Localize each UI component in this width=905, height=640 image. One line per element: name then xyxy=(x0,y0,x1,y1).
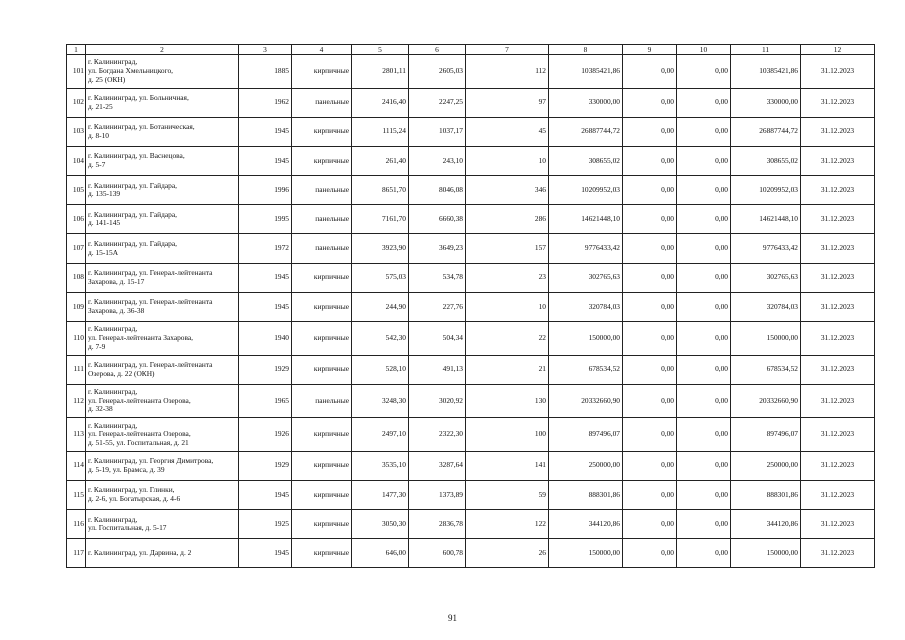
column-header: 4 xyxy=(292,45,352,55)
zero-cell: 0,00 xyxy=(623,263,677,292)
total-cell: 330000,00 xyxy=(731,88,801,117)
address-line: Захарова, д. 15-17 xyxy=(88,276,145,286)
date-cell: 31.12.2023 xyxy=(801,322,875,356)
material-cell: кирпичные xyxy=(292,117,352,146)
zero-cell: 0,00 xyxy=(677,146,731,175)
total-cell: 250000,00 xyxy=(731,451,801,480)
column-header: 5 xyxy=(352,45,409,55)
date-cell: 31.12.2023 xyxy=(801,539,875,568)
zero-cell: 0,00 xyxy=(623,55,677,89)
address-cell xyxy=(86,117,239,146)
address-cell xyxy=(86,205,239,234)
address-line: г. Калининград, ул. Генерал-лейтенанта xyxy=(88,268,213,278)
zero-cell: 0,00 xyxy=(677,451,731,480)
row-number: 113 xyxy=(67,418,86,452)
address-line: г. Калининград, ул. Генерал-лейтенанта xyxy=(88,297,213,307)
cost-cell: 888301,86 xyxy=(549,480,623,509)
area-total-cell: 575,03 xyxy=(352,263,409,292)
year-cell: 1965 xyxy=(239,384,292,418)
cost-cell: 10385421,86 xyxy=(549,55,623,89)
column-header: 3 xyxy=(239,45,292,55)
area-total-cell: 8651,70 xyxy=(352,176,409,205)
count-cell: 157 xyxy=(466,234,549,263)
table-row xyxy=(67,117,875,146)
address-cell xyxy=(86,55,239,89)
cost-cell: 14621448,10 xyxy=(549,205,623,234)
area-living-cell: 491,13 xyxy=(409,355,466,384)
cost-cell: 9776433,42 xyxy=(549,234,623,263)
area-living-cell: 8046,08 xyxy=(409,176,466,205)
address-line: г. Калининград, xyxy=(88,420,138,430)
column-header: 1 xyxy=(67,45,86,55)
address-line: д. 7-9 xyxy=(88,341,106,351)
material-cell: панельные xyxy=(292,234,352,263)
row-number: 110 xyxy=(67,322,86,356)
address-line: г. Калининград, xyxy=(88,387,138,397)
zero-cell: 0,00 xyxy=(623,205,677,234)
total-cell: 26887744,72 xyxy=(731,117,801,146)
zero-cell: 0,00 xyxy=(677,176,731,205)
address-line: г. Калининград, ул. Васнецова, xyxy=(88,151,185,161)
material-cell: панельные xyxy=(292,205,352,234)
table-row xyxy=(67,55,875,89)
area-total-cell: 261,40 xyxy=(352,146,409,175)
address-cell xyxy=(86,146,239,175)
cost-cell: 10209952,03 xyxy=(549,176,623,205)
zero-cell: 0,00 xyxy=(623,510,677,539)
address-cell xyxy=(86,418,239,452)
material-cell: кирпичные xyxy=(292,292,352,321)
table-row xyxy=(67,384,875,418)
year-cell: 1945 xyxy=(239,292,292,321)
cost-cell: 20332660,90 xyxy=(549,384,623,418)
zero-cell: 0,00 xyxy=(623,480,677,509)
table-row xyxy=(67,292,875,321)
total-cell: 10385421,86 xyxy=(731,55,801,89)
row-number: 111 xyxy=(67,355,86,384)
address-cell xyxy=(86,263,239,292)
material-cell: кирпичные xyxy=(292,451,352,480)
address-line: г. Калининград, ул. Гайдара, xyxy=(88,238,177,248)
total-cell: 888301,86 xyxy=(731,480,801,509)
total-cell: 302765,63 xyxy=(731,263,801,292)
material-cell: кирпичные xyxy=(292,146,352,175)
cost-cell: 330000,00 xyxy=(549,88,623,117)
total-cell: 308655,02 xyxy=(731,146,801,175)
count-cell: 59 xyxy=(466,480,549,509)
area-living-cell: 243,10 xyxy=(409,146,466,175)
cost-cell: 150000,00 xyxy=(549,322,623,356)
column-header: 9 xyxy=(623,45,677,55)
year-cell: 1972 xyxy=(239,234,292,263)
total-cell: 320784,03 xyxy=(731,292,801,321)
address-line: д. 5-7 xyxy=(88,159,106,169)
zero-cell: 0,00 xyxy=(623,292,677,321)
address-line: д. 2-6, ул. Богатырская, д. 4-6 xyxy=(88,493,181,503)
address-line: г. Калининград, ул. Больничная, xyxy=(88,93,189,102)
date-cell: 31.12.2023 xyxy=(801,234,875,263)
year-cell: 1996 xyxy=(239,176,292,205)
page-number: 91 xyxy=(448,613,457,623)
area-total-cell: 3248,30 xyxy=(352,384,409,418)
zero-cell: 0,00 xyxy=(677,205,731,234)
count-cell: 130 xyxy=(466,384,549,418)
area-living-cell: 227,76 xyxy=(409,292,466,321)
area-total-cell: 1477,30 xyxy=(352,480,409,509)
area-total-cell: 3535,10 xyxy=(352,451,409,480)
cost-cell: 320784,03 xyxy=(549,292,623,321)
row-number: 112 xyxy=(67,384,86,418)
address-line: ул. Богдана Хмельницкого, xyxy=(88,65,173,75)
table-row xyxy=(67,88,875,117)
address-line: г. Калининград, ул. Гайдара, xyxy=(88,180,177,190)
row-number: 108 xyxy=(67,263,86,292)
zero-cell: 0,00 xyxy=(623,384,677,418)
total-cell: 10209952,03 xyxy=(731,176,801,205)
year-cell: 1945 xyxy=(239,117,292,146)
date-cell: 31.12.2023 xyxy=(801,384,875,418)
material-cell: кирпичные xyxy=(292,55,352,89)
row-number: 107 xyxy=(67,234,86,263)
table-row xyxy=(67,205,875,234)
material-cell: панельные xyxy=(292,88,352,117)
table-row xyxy=(67,234,875,263)
material-cell: кирпичные xyxy=(292,539,352,568)
material-cell: кирпичные xyxy=(292,355,352,384)
table-body xyxy=(67,45,875,568)
address-line: г. Калининград, xyxy=(88,324,138,334)
count-cell: 100 xyxy=(466,418,549,452)
year-cell: 1962 xyxy=(239,88,292,117)
row-number: 115 xyxy=(67,480,86,509)
zero-cell: 0,00 xyxy=(677,322,731,356)
column-header: 10 xyxy=(677,45,731,55)
total-cell: 9776433,42 xyxy=(731,234,801,263)
cost-cell: 302765,63 xyxy=(549,263,623,292)
material-cell: кирпичные xyxy=(292,263,352,292)
column-header: 6 xyxy=(409,45,466,55)
address-line: Захарова, д. 36-38 xyxy=(88,305,145,315)
total-cell: 150000,00 xyxy=(731,322,801,356)
address-line: д. 8-10 xyxy=(88,130,110,140)
date-cell: 31.12.2023 xyxy=(801,510,875,539)
address-line: г. Калининград, ул. Ботаническая, xyxy=(88,122,195,132)
column-header: 8 xyxy=(549,45,623,55)
cost-cell: 678534,52 xyxy=(549,355,623,384)
zero-cell: 0,00 xyxy=(677,117,731,146)
area-total-cell: 3050,30 xyxy=(352,510,409,539)
count-cell: 10 xyxy=(466,146,549,175)
year-cell: 1945 xyxy=(239,480,292,509)
date-cell: 31.12.2023 xyxy=(801,292,875,321)
area-total-cell: 2497,10 xyxy=(352,418,409,452)
area-total-cell: 542,30 xyxy=(352,322,409,356)
row-number: 102 xyxy=(67,88,86,117)
address-line: д. 21-25 xyxy=(88,101,113,111)
zero-cell: 0,00 xyxy=(677,88,731,117)
column-header: 2 xyxy=(86,45,239,55)
address-line: д. 141-145 xyxy=(88,218,121,228)
count-cell: 122 xyxy=(466,510,549,539)
housing-table xyxy=(66,44,875,568)
cost-cell: 897496,07 xyxy=(549,418,623,452)
address-line: д. 135-139 xyxy=(88,189,121,199)
date-cell: 31.12.2023 xyxy=(801,88,875,117)
year-cell: 1925 xyxy=(239,510,292,539)
address-cell xyxy=(86,176,239,205)
area-living-cell: 3649,23 xyxy=(409,234,466,263)
area-living-cell: 1373,89 xyxy=(409,480,466,509)
cost-cell: 250000,00 xyxy=(549,451,623,480)
year-cell: 1929 xyxy=(239,355,292,384)
cost-cell: 308655,02 xyxy=(549,146,623,175)
material-cell: панельные xyxy=(292,384,352,418)
count-cell: 286 xyxy=(466,205,549,234)
address-line: ул. Генерал-лейтенанта Захарова, xyxy=(88,332,194,342)
area-total-cell: 7161,70 xyxy=(352,205,409,234)
area-total-cell: 3923,90 xyxy=(352,234,409,263)
address-cell xyxy=(86,355,239,384)
total-cell: 150000,00 xyxy=(731,539,801,568)
zero-cell: 0,00 xyxy=(623,355,677,384)
year-cell: 1945 xyxy=(239,263,292,292)
zero-cell: 0,00 xyxy=(623,117,677,146)
table-row xyxy=(67,510,875,539)
date-cell: 31.12.2023 xyxy=(801,176,875,205)
zero-cell: 0,00 xyxy=(623,418,677,452)
address-line: г. Калининград, xyxy=(88,514,138,524)
date-cell: 31.12.2023 xyxy=(801,418,875,452)
table-row xyxy=(67,322,875,356)
address-line: г. Калининград, ул. Глинки, xyxy=(88,485,175,495)
area-living-cell: 2836,78 xyxy=(409,510,466,539)
date-cell: 31.12.2023 xyxy=(801,117,875,146)
table-row xyxy=(67,451,875,480)
material-cell: кирпичные xyxy=(292,480,352,509)
zero-cell: 0,00 xyxy=(677,480,731,509)
zero-cell: 0,00 xyxy=(623,451,677,480)
address-line: д. 5-19, ул. Брамса, д. 39 xyxy=(88,464,165,474)
count-cell: 346 xyxy=(466,176,549,205)
address-cell xyxy=(86,451,239,480)
table-row xyxy=(67,539,875,568)
table-row xyxy=(67,176,875,205)
column-header: 11 xyxy=(731,45,801,55)
count-cell: 23 xyxy=(466,263,549,292)
area-living-cell: 6660,38 xyxy=(409,205,466,234)
table-row xyxy=(67,480,875,509)
header-row xyxy=(67,45,875,55)
address-line: д. 51-55, ул. Госпитальная, д. 21 xyxy=(88,437,189,447)
zero-cell: 0,00 xyxy=(677,355,731,384)
row-number: 104 xyxy=(67,146,86,175)
area-total-cell: 2416,40 xyxy=(352,88,409,117)
address-line: ул. Генерал-лейтенанта Озерова, xyxy=(88,395,191,405)
area-living-cell: 534,78 xyxy=(409,263,466,292)
address-line: д. 25 (ОКН) xyxy=(88,74,126,84)
area-living-cell: 2605,03 xyxy=(409,55,466,89)
address-line: Озерова, д. 22 (ОКН) xyxy=(88,368,155,378)
year-cell: 1945 xyxy=(239,146,292,175)
zero-cell: 0,00 xyxy=(677,510,731,539)
area-total-cell: 646,00 xyxy=(352,539,409,568)
count-cell: 97 xyxy=(466,88,549,117)
date-cell: 31.12.2023 xyxy=(801,480,875,509)
zero-cell: 0,00 xyxy=(623,322,677,356)
count-cell: 22 xyxy=(466,322,549,356)
material-cell: панельные xyxy=(292,176,352,205)
date-cell: 31.12.2023 xyxy=(801,205,875,234)
area-total-cell: 244,90 xyxy=(352,292,409,321)
area-living-cell: 1037,17 xyxy=(409,117,466,146)
count-cell: 45 xyxy=(466,117,549,146)
row-number: 101 xyxy=(67,55,86,89)
total-cell: 678534,52 xyxy=(731,355,801,384)
date-cell: 31.12.2023 xyxy=(801,451,875,480)
area-total-cell: 528,10 xyxy=(352,355,409,384)
address-cell xyxy=(86,234,239,263)
area-living-cell: 2322,30 xyxy=(409,418,466,452)
material-cell: кирпичные xyxy=(292,418,352,452)
cost-cell: 150000,00 xyxy=(549,539,623,568)
address-cell xyxy=(86,88,239,117)
address-line: г. Калининград, ул. Генерал-лейтенанта xyxy=(88,360,213,369)
date-cell: 31.12.2023 xyxy=(801,263,875,292)
total-cell: 344120,86 xyxy=(731,510,801,539)
count-cell: 141 xyxy=(466,451,549,480)
zero-cell: 0,00 xyxy=(677,384,731,418)
zero-cell: 0,00 xyxy=(677,292,731,321)
date-cell: 31.12.2023 xyxy=(801,55,875,89)
address-line: ул. Госпитальная, д. 5-17 xyxy=(88,523,167,533)
address-line: г. Калининград, ул. Георгия Димитрова, xyxy=(88,456,214,466)
column-header: 7 xyxy=(466,45,549,55)
zero-cell: 0,00 xyxy=(623,539,677,568)
year-cell: 1995 xyxy=(239,205,292,234)
zero-cell: 0,00 xyxy=(623,146,677,175)
address-cell xyxy=(86,480,239,509)
address-cell xyxy=(86,292,239,321)
address-line: ул. Генерал-лейтенанта Озерова, xyxy=(88,429,191,439)
total-cell: 897496,07 xyxy=(731,418,801,452)
count-cell: 21 xyxy=(466,355,549,384)
area-total-cell: 1115,24 xyxy=(352,117,409,146)
address-cell xyxy=(86,539,239,568)
address-cell xyxy=(86,510,239,539)
table-row xyxy=(67,263,875,292)
address-cell xyxy=(86,322,239,356)
year-cell: 1940 xyxy=(239,322,292,356)
area-living-cell: 2247,25 xyxy=(409,88,466,117)
year-cell: 1945 xyxy=(239,539,292,568)
row-number: 103 xyxy=(67,117,86,146)
total-cell: 14621448,10 xyxy=(731,205,801,234)
zero-cell: 0,00 xyxy=(623,176,677,205)
year-cell: 1885 xyxy=(239,55,292,89)
column-header: 12 xyxy=(801,45,875,55)
address-cell xyxy=(86,384,239,418)
row-number: 106 xyxy=(67,205,86,234)
area-living-cell: 504,34 xyxy=(409,322,466,356)
table-row xyxy=(67,146,875,175)
count-cell: 112 xyxy=(466,55,549,89)
zero-cell: 0,00 xyxy=(677,55,731,89)
zero-cell: 0,00 xyxy=(677,263,731,292)
area-living-cell: 600,78 xyxy=(409,539,466,568)
address-line: г. Калининград, xyxy=(88,57,138,67)
zero-cell: 0,00 xyxy=(677,418,731,452)
row-number: 116 xyxy=(67,510,86,539)
area-living-cell: 3020,92 xyxy=(409,384,466,418)
year-cell: 1926 xyxy=(239,418,292,452)
date-cell: 31.12.2023 xyxy=(801,355,875,384)
area-total-cell: 2801,11 xyxy=(352,55,409,89)
cost-cell: 344120,86 xyxy=(549,510,623,539)
table-row xyxy=(67,418,875,452)
year-cell: 1929 xyxy=(239,451,292,480)
zero-cell: 0,00 xyxy=(623,88,677,117)
count-cell: 10 xyxy=(466,292,549,321)
address-line: г. Калининград, ул. Гайдара, xyxy=(88,209,177,219)
address-line: г. Калининград, ул. Дарвина, д. 2 xyxy=(88,548,192,558)
row-number: 117 xyxy=(67,539,86,568)
address-line: д. 15-15А xyxy=(88,247,119,257)
zero-cell: 0,00 xyxy=(677,234,731,263)
cost-cell: 26887744,72 xyxy=(549,117,623,146)
date-cell: 31.12.2023 xyxy=(801,146,875,175)
row-number: 114 xyxy=(67,451,86,480)
count-cell: 26 xyxy=(466,539,549,568)
total-cell: 20332660,90 xyxy=(731,384,801,418)
material-cell: кирпичные xyxy=(292,510,352,539)
zero-cell: 0,00 xyxy=(677,539,731,568)
table-row xyxy=(67,355,875,384)
row-number: 105 xyxy=(67,176,86,205)
address-line: д. 32-38 xyxy=(88,404,113,414)
row-number: 109 xyxy=(67,292,86,321)
material-cell: кирпичные xyxy=(292,322,352,356)
area-living-cell: 3287,64 xyxy=(409,451,466,480)
zero-cell: 0,00 xyxy=(623,234,677,263)
